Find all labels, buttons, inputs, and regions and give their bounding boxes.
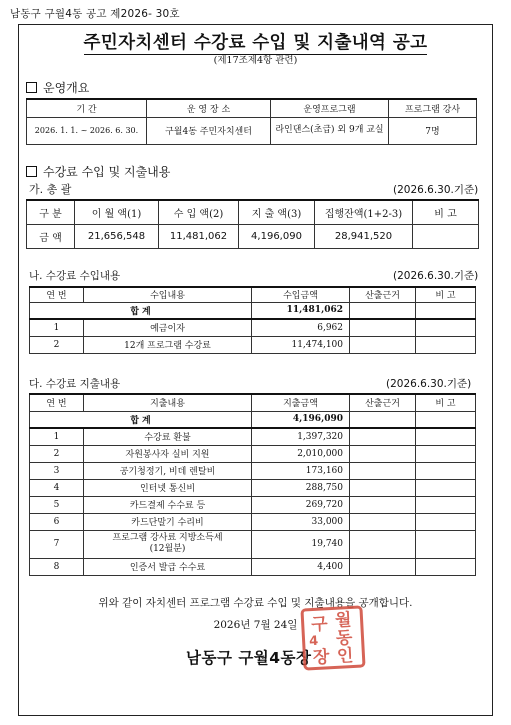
page-subtitle: (제17조제4항 관련)	[213, 55, 298, 66]
table-row	[30, 530, 476, 558]
overview-col-period: 기 간	[27, 99, 147, 117]
income-row-basis	[350, 319, 416, 336]
expense-row-amount: 1,397,320	[252, 428, 350, 445]
expense-row-basis	[350, 558, 416, 575]
income-table	[29, 286, 476, 354]
expense-row-no: 7	[30, 530, 84, 558]
seal-glyph: 인	[336, 645, 354, 667]
overview-col-instructor: 프로그램 강사	[389, 99, 477, 117]
expense-table	[29, 393, 476, 576]
table-row	[30, 319, 476, 336]
expense-row-no: 2	[30, 445, 84, 462]
table-row	[30, 462, 476, 479]
income-row-amount: 6,962	[252, 319, 350, 336]
summary-col-note: 비 고	[413, 200, 479, 224]
document-number: 남동구 구월4동 공고 제2026- 30호	[10, 8, 180, 20]
expense-col-amount: 지출금액	[252, 394, 350, 411]
expense-row-content: 카드결제 수수료 등	[84, 496, 252, 513]
expense-row-note	[416, 496, 476, 513]
overview-period: 2026. 1. 1. ~ 2026. 6. 30.	[27, 117, 147, 144]
seal-glyph: 4	[308, 633, 319, 650]
summary-carryover: 21,656,548	[75, 224, 159, 248]
page-title: 주민자치센터 수강료 수입 및 지출내역 공고	[83, 33, 428, 53]
expense-row-amount: 2,010,000	[252, 445, 350, 462]
table-row	[30, 445, 476, 462]
expense-row-content: 프로그램 강사료 지방소득세(12월분)	[84, 530, 252, 558]
expense-row-no: 1	[30, 428, 84, 445]
footer-statement: 위와 같이 자치센터 프로그램 수강료 수입 및 지출내용을 공개합니다.	[98, 597, 413, 609]
expense-row-basis	[350, 462, 416, 479]
table-row	[30, 428, 476, 445]
expense-total-note	[416, 411, 476, 428]
footer-date: 2026년 7월 24일	[213, 619, 298, 631]
income-row-no: 2	[30, 336, 84, 353]
overview-location: 구월4동 주민자치센터	[147, 117, 271, 144]
expense-row-note	[416, 462, 476, 479]
expense-col-no: 연 번	[30, 394, 84, 411]
summary-col-income: 수 입 액(2)	[159, 200, 239, 224]
income-row-basis	[350, 336, 416, 353]
seal-glyph: 동	[335, 627, 353, 649]
table-row	[30, 479, 476, 496]
summary-col-balance: 집행잔액(1+2-3)	[315, 200, 413, 224]
expense-row-content: 공기청정기, 비데 렌탈비	[84, 462, 252, 479]
expense-row-no: 3	[30, 462, 84, 479]
seal-glyph: 장	[312, 647, 330, 669]
income-total-basis	[350, 302, 416, 319]
table-row	[30, 496, 476, 513]
expense-row-note	[416, 530, 476, 558]
summary-asof: (2026.6.30.기준)	[393, 184, 479, 196]
expense-total-basis	[350, 411, 416, 428]
checkbox-square-icon	[26, 82, 37, 93]
summary-row-label: 금 액	[27, 224, 75, 248]
overview-table	[26, 98, 477, 145]
summary-income: 11,481,062	[159, 224, 239, 248]
overview-col-location: 운 영 장 소	[147, 99, 271, 117]
expense-row-content: 인터넷 통신비	[84, 479, 252, 496]
expense-row-content: 카드단말기 수리비	[84, 513, 252, 530]
income-row-content: 12개 프로그램 수강료	[84, 336, 252, 353]
expense-row-note	[416, 513, 476, 530]
expense-row-content: 수강료 환불	[84, 428, 252, 445]
expense-row-amount: 19,740	[252, 530, 350, 558]
income-col-content: 수입내용	[84, 287, 252, 302]
overview-program: 라인댄스(초급) 외 9개 교실	[271, 117, 389, 144]
signatory: 남동구 구월4동장	[186, 649, 312, 667]
summary-expense: 4,196,090	[239, 224, 315, 248]
expense-row-amount: 288,750	[252, 479, 350, 496]
checkbox-square-icon	[26, 166, 37, 177]
summary-note	[413, 224, 479, 248]
expense-col-basis: 산출근거	[350, 394, 416, 411]
seal-glyph: 구	[310, 614, 329, 636]
table-row	[30, 336, 476, 353]
expense-row-basis	[350, 530, 416, 558]
income-row-no: 1	[30, 319, 84, 336]
expense-row-amount: 269,720	[252, 496, 350, 513]
expense-row-amount: 173,160	[252, 462, 350, 479]
income-col-note: 비 고	[416, 287, 476, 302]
income-total-note	[416, 302, 476, 319]
table-row	[30, 558, 476, 575]
income-asof: (2026.6.30.기준)	[393, 270, 479, 282]
summary-balance: 28,941,520	[315, 224, 413, 248]
expense-row-no: 8	[30, 558, 84, 575]
seal-glyph: 월	[334, 610, 353, 631]
expense-col-content: 지출내용	[84, 394, 252, 411]
income-row-note	[416, 319, 476, 336]
expense-col-note: 비 고	[416, 394, 476, 411]
overview-instructor: 7명	[389, 117, 477, 144]
expense-row-basis	[350, 479, 416, 496]
expense-row-note	[416, 558, 476, 575]
section-heading-income-expense: 수강료 수입 및 지출내용	[26, 163, 170, 180]
income-col-no: 연 번	[30, 287, 84, 302]
income-col-amount: 수입금액	[252, 287, 350, 302]
summary-col-carryover: 이 월 액(1)	[75, 200, 159, 224]
income-row-content: 예금이자	[84, 319, 252, 336]
expense-label: 다. 수강료 지출내용	[29, 378, 121, 390]
expense-row-no: 4	[30, 479, 84, 496]
expense-row-note	[416, 445, 476, 462]
expense-row-basis	[350, 513, 416, 530]
expense-row-no: 5	[30, 496, 84, 513]
summary-table	[26, 199, 479, 249]
income-row-amount: 11,474,100	[252, 336, 350, 353]
overview-col-program: 운영프로그램	[271, 99, 389, 117]
expense-total-value: 4,196,090	[252, 411, 350, 428]
income-total-value: 11,481,062	[252, 302, 350, 319]
summary-col-expense: 지 출 액(3)	[239, 200, 315, 224]
expense-row-content: 인증서 발급 수수료	[84, 558, 252, 575]
expense-total-label: 합 계	[30, 411, 252, 428]
expense-row-basis	[350, 496, 416, 513]
official-seal	[300, 605, 365, 670]
expense-row-basis	[350, 445, 416, 462]
expense-row-amount: 33,000	[252, 513, 350, 530]
income-label: 나. 수강료 수입내용	[29, 270, 121, 282]
expense-row-basis	[350, 428, 416, 445]
income-total-label: 합 계	[30, 302, 252, 319]
income-row-note	[416, 336, 476, 353]
summary-label: 가. 총 괄	[29, 183, 72, 196]
expense-asof: (2026.6.30.기준)	[386, 378, 472, 390]
summary-col-category: 구 분	[27, 200, 75, 224]
expense-row-note	[416, 428, 476, 445]
expense-row-amount: 4,400	[252, 558, 350, 575]
table-row	[30, 513, 476, 530]
expense-row-no: 6	[30, 513, 84, 530]
section-heading-overview: 운영개요	[26, 79, 89, 96]
income-col-basis: 산출근거	[350, 287, 416, 302]
expense-row-note	[416, 479, 476, 496]
expense-row-content: 자원봉사자 실비 지원	[84, 445, 252, 462]
